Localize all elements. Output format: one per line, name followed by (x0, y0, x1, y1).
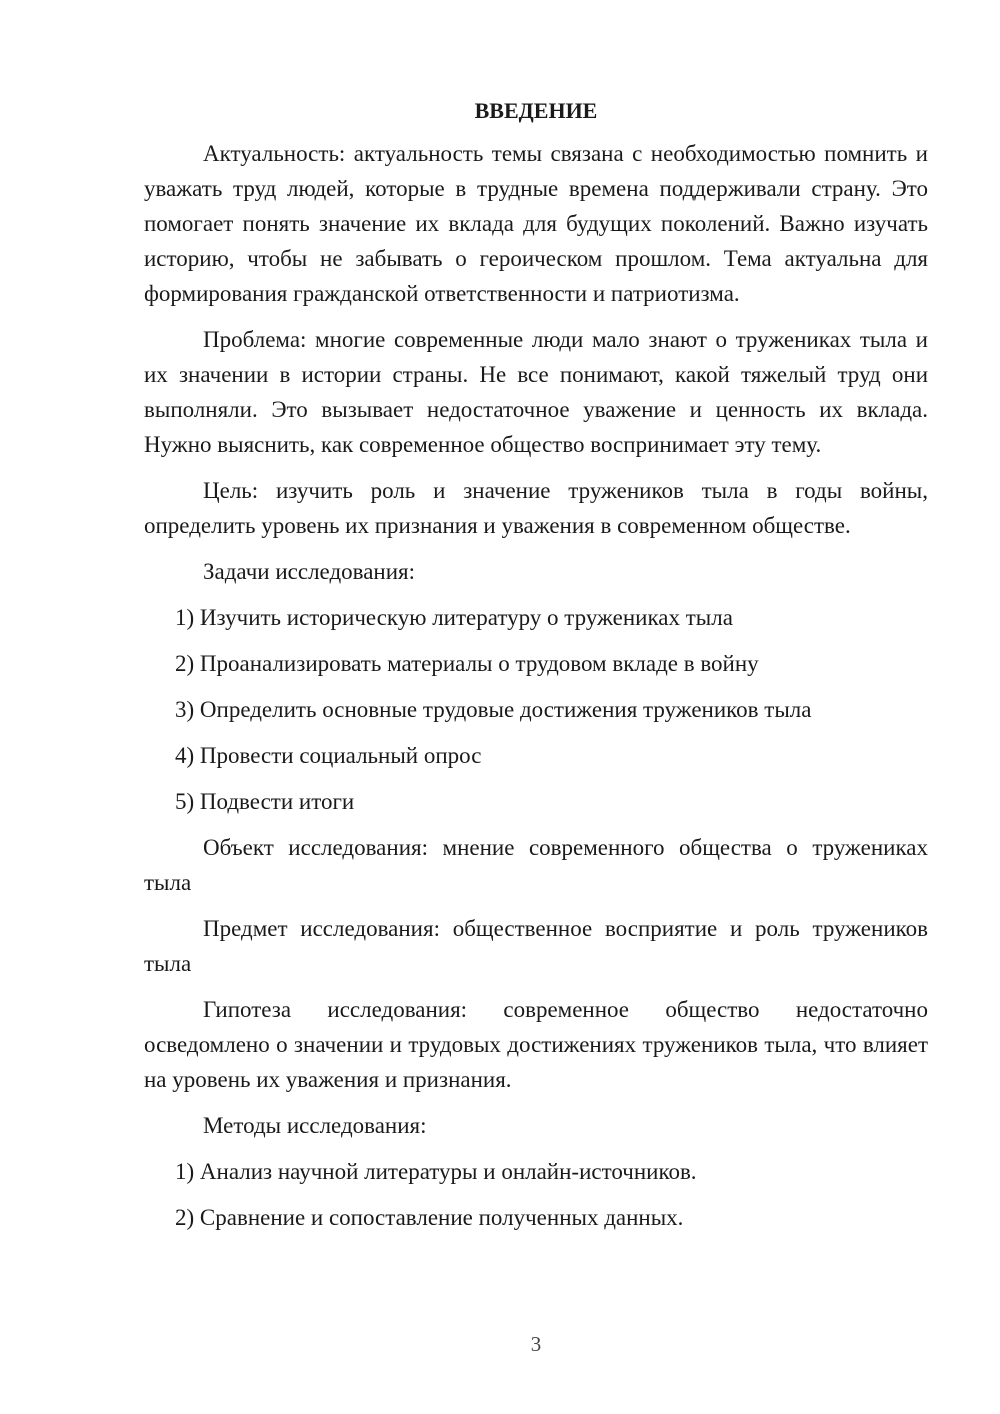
subject-paragraph: Предмет исследования: общественное восприятие и роль тружеников тыла (144, 916, 928, 976)
hypothesis-paragraph: Гипотеза исследования: современное общество недостаточно осведомлено о значении и трудовых достижениях тружеников тыла, что влияет на уровень их уважения и признания. (144, 997, 928, 1092)
method-item: 2) Сравнение и сопоставление полученных данных. (175, 1205, 684, 1230)
object-paragraph: Объект исследования: мнение современного общества о тружениках тыла (144, 835, 928, 895)
page-number: 3 (530, 1332, 542, 1356)
problem-paragraph: Проблема: многие современные люди мало знают о тружениках тыла и их значении в истории страны. Не все понимают, какой тяжелый труд они выполняли. Это вызывает недостаточное уважение и ценность их вклада. Нужно выяснить, как современное общество воспринимает эту тему. (144, 327, 928, 457)
task-item: 4) Провести социальный опрос (175, 743, 482, 768)
method-item: 1) Анализ научной литературы и онлайн-источников. (175, 1159, 697, 1184)
task-item: 3) Определить основные трудовые достижения тружеников тыла (175, 697, 812, 722)
page-content (144, 92, 928, 1246)
task-item: 2) Проанализировать материалы о трудовом вкладе в войну (175, 651, 759, 676)
tasks-heading: Задачи исследования: (203, 559, 416, 584)
relevance-paragraph: Актуальность: актуальность темы связана с необходимостью помнить и уважать труд людей, которые в трудные времена поддерживали страну. Это помогает понять значение их вклада для будущих поколений. Важно изучать историю, чтобы не забывать о героическом прошлом. Тема актуальна для формирования гражданской ответственности и патриотизма. (144, 141, 928, 306)
methods-heading: Методы исследования: (203, 1113, 427, 1138)
task-item: 5) Подвести итоги (175, 789, 355, 814)
page-title: ВВЕДЕНИЕ (474, 98, 598, 123)
goal-paragraph: Цель: изучить роль и значение тружеников тыла в годы войны, определить уровень их признания и уважения в современном обществе. (144, 478, 928, 538)
task-item: 1) Изучить историческую литературу о тружениках тыла (175, 605, 733, 630)
